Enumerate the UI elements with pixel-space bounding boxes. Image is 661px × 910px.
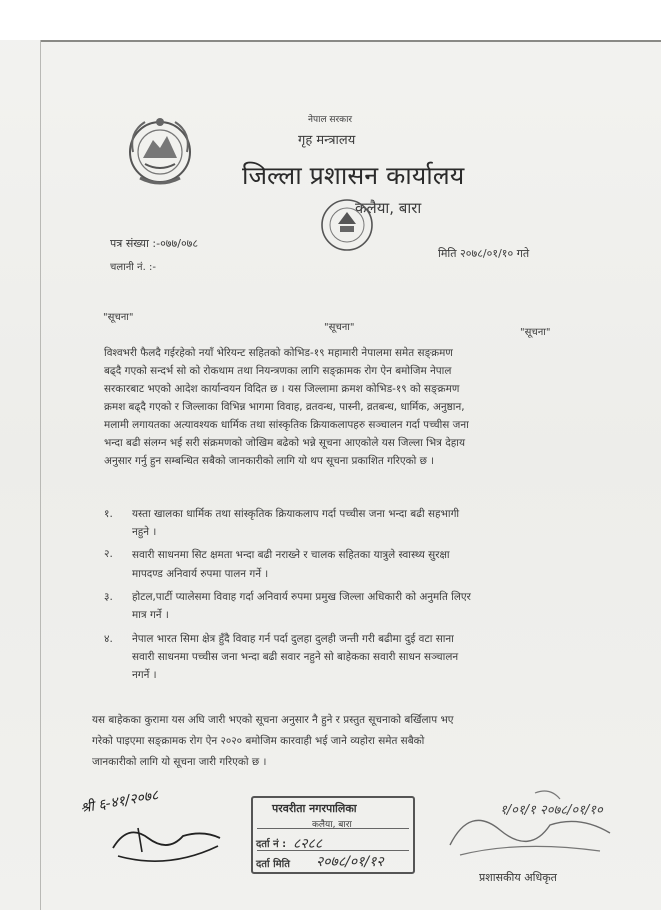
stamp-date-label: दर्ता मिति bbox=[256, 859, 290, 870]
officer-signature-icon bbox=[440, 785, 620, 865]
dispatch-number: चलानी नं. :- bbox=[110, 262, 156, 273]
list-item-line: नगर्ने । bbox=[132, 669, 157, 681]
list-item-line: नेपाल भारत सिमा क्षेत्र हुँदै विवाह गर्न पर्दा दुलहा दुलही जन्ती गरी बढीमा दुई वटा साना bbox=[132, 633, 454, 645]
list-item-line: यस्ता खालका धार्मिक तथा सांस्कृतिक क्रियाकलाप गर्दा पच्चीस जना भन्दा बढी सहभागी bbox=[132, 508, 460, 520]
paragraph-line: सरकारबाट भएको आदेश कार्यान्वयन विदित छ । यस जिल्लामा क्रमश कोभिड-१९ को सङ्क्रमण bbox=[104, 383, 460, 395]
officer-designation: प्रशासकीय अधिकृत bbox=[479, 871, 557, 884]
list-item-number: ४. bbox=[104, 633, 113, 645]
list-item-line: होटल,पार्टी प्यालेसमा विवाह गर्दा अनिवार्य रुपमा प्रमुख जिल्ला अधिकारी को अनुमति लिएर bbox=[132, 591, 471, 603]
letter-number: पत्र संख्या :-०७७/०७८ bbox=[110, 237, 199, 250]
paragraph-line: विश्वभरी फैलदै गईरहेको नयाँ भेरियन्ट सहितको कोभिड-१९ महामारी नेपालमा समेत सङ्क्रमण bbox=[104, 347, 453, 359]
list-item-number: १. bbox=[104, 508, 113, 520]
list-item-number: ३. bbox=[104, 591, 113, 603]
letter-date: मिति २०७८/०१/१० गते bbox=[438, 247, 530, 260]
office-round-seal bbox=[318, 196, 376, 254]
office-location: कलैया, बारा bbox=[355, 199, 422, 217]
paragraph-line: मलामी लगायतका अत्यावश्यक धार्मिक तथा सांस्कृतिक क्रियाकलापहरु सञ्चालन गर्दा पच्चीस जना bbox=[104, 419, 469, 431]
closing-line: यस बाहेकका कुरामा यस अघि जारी भएको सूचना अनुसार नै हुने र प्रस्तुत सूचनाको बर्खिलाप भए bbox=[92, 714, 454, 726]
page-top-edge bbox=[40, 40, 661, 42]
stamp-reg-label: दर्ता नं : bbox=[256, 839, 287, 850]
paragraph-line: बढ्दै गएको सन्दर्भ सो को रोकथाम तथा नियन्त्रणका लागि सङ्क्रामक रोग ऐन बमोजिम नेपाल bbox=[104, 365, 452, 377]
left-signature-icon bbox=[108, 808, 228, 868]
closing-line: गरेको पाइएमा सङ्क्रामक रोग ऐन २०२० बमोजिम कारवाही भई जाने व्यहोरा समेत सबैको bbox=[92, 735, 425, 747]
stamp-address: कलैया, बारा bbox=[312, 820, 352, 830]
list-item-line: मापदण्ड अनिवार्य रुपमा पालन गर्ने । bbox=[132, 568, 269, 580]
list-item-line: मात्र गर्ने । bbox=[132, 609, 169, 621]
list-item-line: नहुने । bbox=[132, 526, 157, 538]
government-name: नेपाल सरकार bbox=[308, 115, 353, 125]
stamp-date-value: २०७८/०१/१२ bbox=[316, 854, 384, 870]
notice-label: "सूचना" bbox=[520, 327, 551, 338]
stamp-reg-value: ८२८८ bbox=[293, 836, 323, 852]
closing-line: जानकारीको लागि यो सूचना जारी गरिएको छ । bbox=[92, 756, 267, 768]
page-left-edge bbox=[40, 40, 41, 910]
notice-label: "सूचना" bbox=[324, 322, 355, 333]
paragraph-line: अनुसार गर्नु हुन सम्बन्धित सबैको जानकारीको लागि यो थप सूचना प्रकाशित गरिएको छ । bbox=[104, 455, 435, 467]
office-name: जिल्ला प्रशासन कार्यालय bbox=[242, 161, 465, 190]
list-item-number: २. bbox=[104, 548, 113, 560]
stamp-organization: परवरीता नगरपालिका bbox=[272, 802, 357, 815]
nepal-emblem-icon bbox=[125, 112, 195, 190]
notice-label: "सूचना" bbox=[103, 312, 134, 323]
handwritten-note-left: श्री ६-४१/२०७८ bbox=[79, 787, 160, 817]
paragraph-line: क्रमश बढ्दै गएको र जिल्लाका विभिन्न भागमा विवाह, व्रतवन्ध, पास्नी, व्रतबन्ध, धार्मिक, अनुष्ठान, bbox=[104, 401, 465, 413]
paragraph-line: भन्दा बढी संलग्न भई सरी संक्रमणको जोखिम बढेको भन्ने सूचना आएकोले यस जिल्ला भित्र देहाय bbox=[104, 437, 465, 449]
scan-top-margin bbox=[0, 0, 661, 40]
handwritten-note-right: १/०१/१ २०७८/०१/१० bbox=[500, 803, 603, 818]
ministry-name: गृह मन्त्रालय bbox=[298, 133, 356, 148]
list-item-line: सवारी साधनमा सिट क्षमता भन्दा बढी नराख्ने र चालक सहितका यात्रुले स्वास्थ्य सुरक्षा bbox=[132, 549, 450, 561]
list-item-line: सवारी साधनमा पच्चीस जना भन्दा बढी सवार नहुने सो बाहेकका सवारी साधन सञ्चालन bbox=[132, 651, 459, 663]
